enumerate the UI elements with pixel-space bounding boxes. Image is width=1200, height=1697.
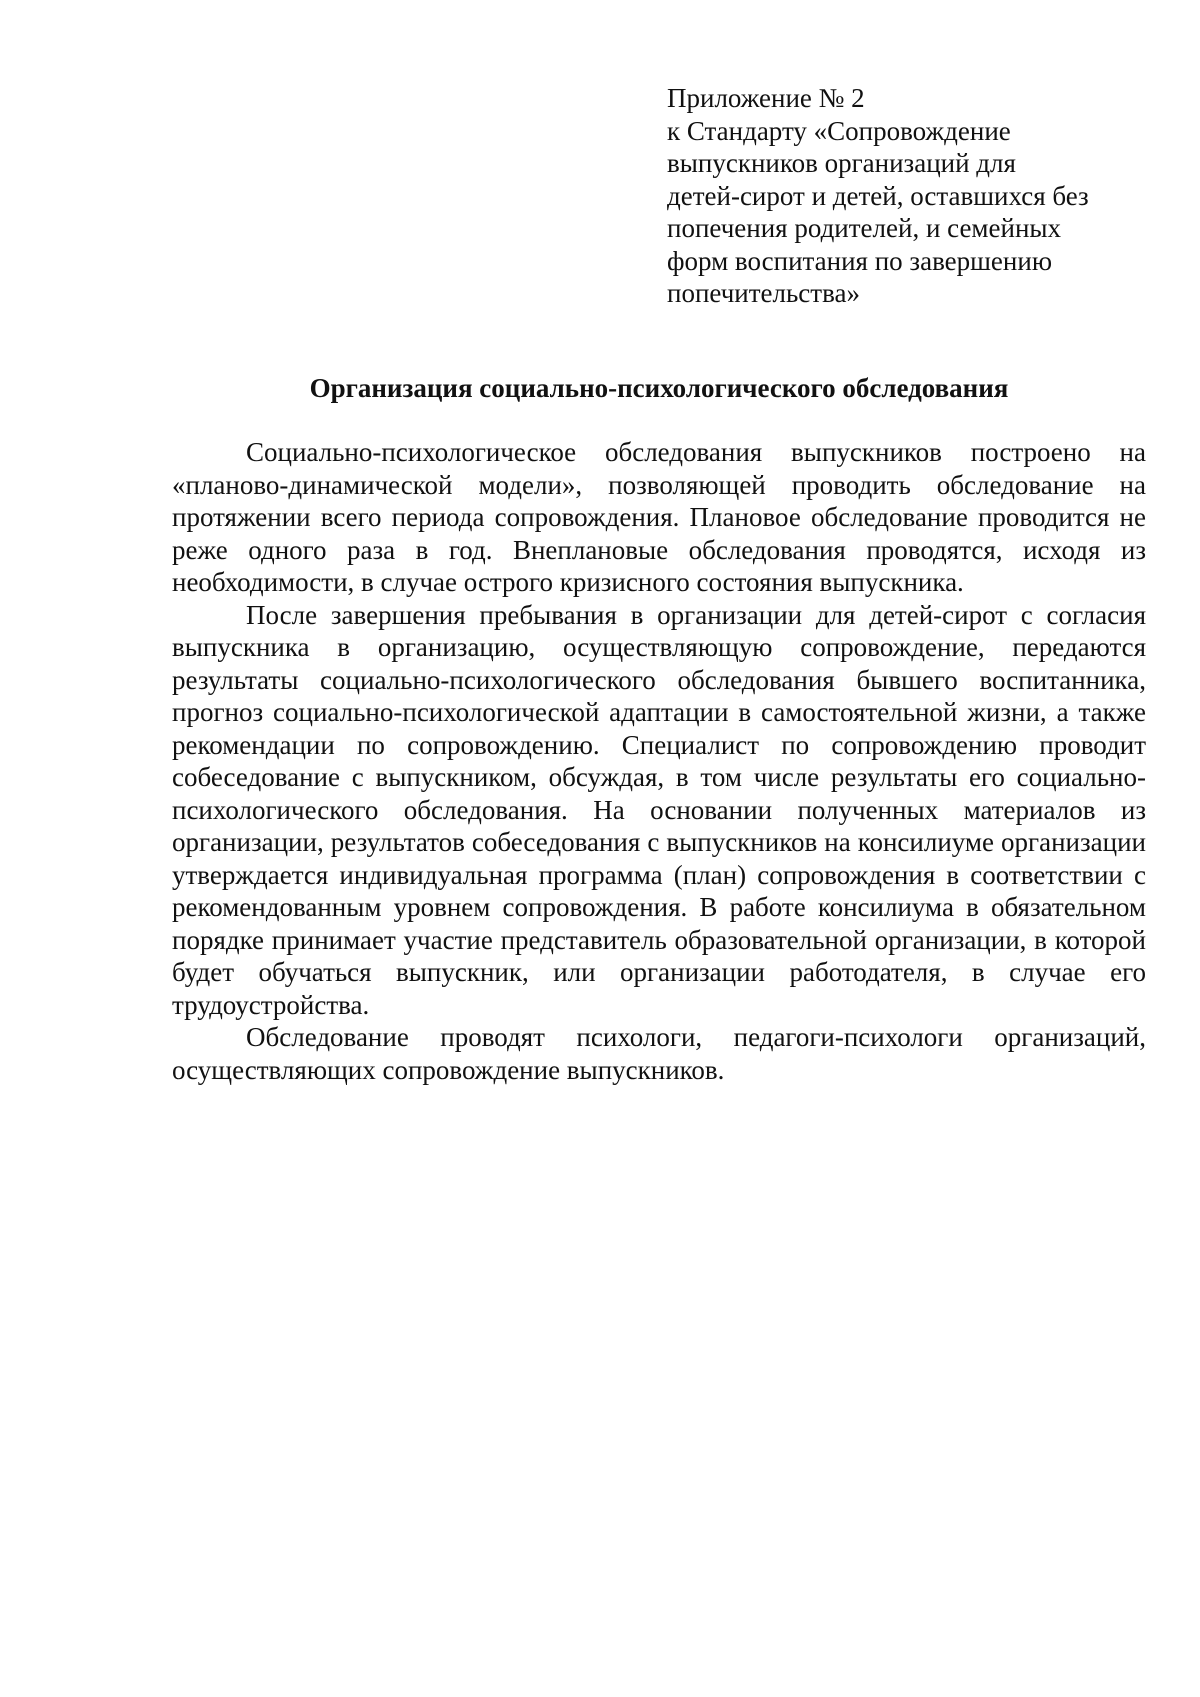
paragraph: Обследование проводят психологи, педагоги-психологи организаций, осуществляющих сопровождение выпускников. — [172, 1022, 1146, 1085]
document-body — [172, 436, 1146, 1086]
document-title: Организация социально-психологического обследования — [309, 373, 1009, 403]
appendix-line: форм воспитания по завершению — [667, 245, 1052, 276]
appendix-line: попечения родителей, и семейных — [667, 213, 1062, 243]
appendix-line: выпускников организаций для — [667, 148, 1016, 178]
appendix-line: детей-сирот и детей, оставшихся без — [667, 180, 1089, 211]
paragraph: После завершения пребывания в организации для детей-сирот с согласия выпускника в организацию, осуществляющую сопровождение, передаются результаты социально-психологического обследования бывшего воспитанника, прогноз социально-психологической адаптации в самостоятельной жизни, а также рекомендации по сопровождению. Специалист по сопровождению проводит собеседование с выпускником, обсуждая, в том числе результаты его социально-психологического обследования. На основании полученных материалов из организации, результатов собеседования с выпускников на консилиуме организации утверждается индивидуальная программа (план) сопровождения в соответствии с рекомендованным уровнем сопровождения. В работе консилиума в обязательном порядке принимает участие представитель образовательной организации, в которой будет обучаться выпускник, или организации работодателя, в случае его трудоустройства. — [172, 599, 1146, 1020]
appendix-line: попечительства» — [667, 278, 860, 308]
appendix-line: к Стандарту «Сопровождение — [667, 115, 1011, 146]
appendix-line: Приложение № 2 — [667, 83, 865, 113]
paragraph: Социально-психологическое обследования выпускников построено на «планово-динамической модели», позволяющей проводить обследование на протяжении всего периода сопровождения. Плановое обследование проводится не реже одного раза в год. Внеплановые обследования проводятся, исходя из необходимости, в случае острого кризисного состояния выпускника. — [172, 437, 1146, 597]
appendix-header — [667, 82, 1137, 310]
